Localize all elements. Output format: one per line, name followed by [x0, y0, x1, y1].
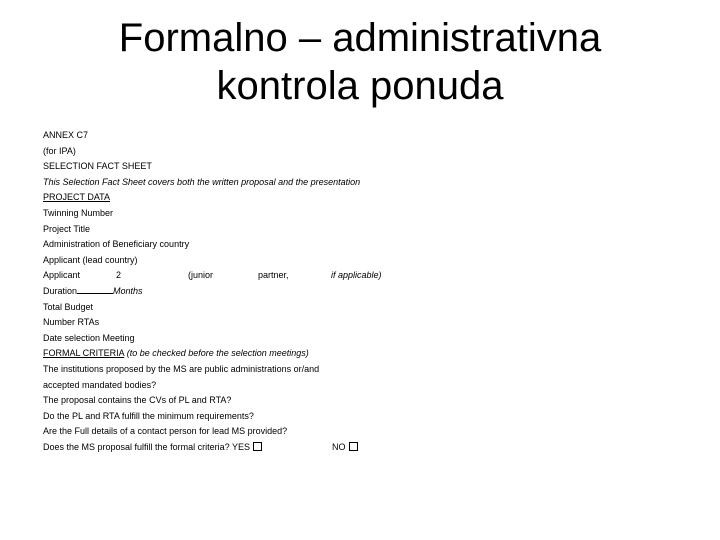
- applicant2-junior: (junior: [188, 270, 214, 281]
- no-option: [332, 440, 358, 456]
- applicant2-if-applicable: if applicable): [331, 270, 382, 281]
- slide-title: [60, 14, 660, 110]
- twinning-number-line: Twinning Number: [43, 207, 114, 218]
- project-title-line: Project Title: [43, 223, 91, 234]
- no-checkbox[interactable]: [349, 442, 358, 451]
- title-line-2: kontrola ponuda: [216, 64, 504, 108]
- applicant2-line: [43, 268, 683, 284]
- criteria-line: Do the PL and RTA fulfill the minimum requirements?: [43, 410, 254, 421]
- final-question-line: [43, 440, 683, 456]
- final-question-text: Does the MS proposal fulfill the formal criteria?: [43, 441, 230, 452]
- criteria-line: Are the Full details of a contact person for lead MS provided?: [43, 426, 288, 437]
- title-line-1: Formalno – administrativna: [118, 16, 602, 60]
- slide-body: [43, 128, 683, 455]
- number-rtas-line: Number RTAs: [43, 317, 100, 328]
- applicant2-partner: partner,: [258, 270, 289, 281]
- formal-criteria-line: [43, 346, 683, 362]
- yes-checkbox[interactable]: [253, 442, 262, 451]
- total-budget-line: Total Budget: [43, 301, 94, 312]
- annex-line: ANNEX C7: [43, 130, 89, 140]
- fact-sheet-line: SELECTION FACT SHEET: [43, 161, 152, 172]
- applicant2-label: Applicant: [43, 270, 81, 281]
- duration-label: Duration: [43, 285, 78, 296]
- criteria-line: accepted mandated bodies?: [43, 379, 157, 390]
- formal-criteria-note: (to be checked before the selection meetings): [126, 348, 309, 359]
- for-ipa-line: (for IPA): [43, 145, 76, 156]
- duration-blank: [77, 284, 113, 294]
- covers-line: This Selection Fact Sheet covers both the written proposal and the presentation: [43, 176, 361, 187]
- criteria-line: The proposal contains the CVs of PL and RTA?: [43, 395, 232, 406]
- duration-line: [43, 284, 683, 300]
- formal-criteria-heading: FORMAL CRITERIA: [43, 348, 125, 359]
- administration-line: Administration of Beneficiary country: [43, 239, 190, 250]
- project-data-heading: PROJECT DATA: [43, 192, 111, 203]
- duration-months: Months: [113, 285, 143, 296]
- date-selection-line: Date selection Meeting: [43, 332, 135, 343]
- no-label: NO: [332, 441, 346, 452]
- criteria-line: The institutions proposed by the MS are public administrations or/and: [43, 363, 320, 374]
- yes-label: YES: [231, 441, 250, 452]
- applicant2-num: 2: [116, 270, 122, 281]
- applicant-lead-line: Applicant (lead country): [43, 254, 138, 265]
